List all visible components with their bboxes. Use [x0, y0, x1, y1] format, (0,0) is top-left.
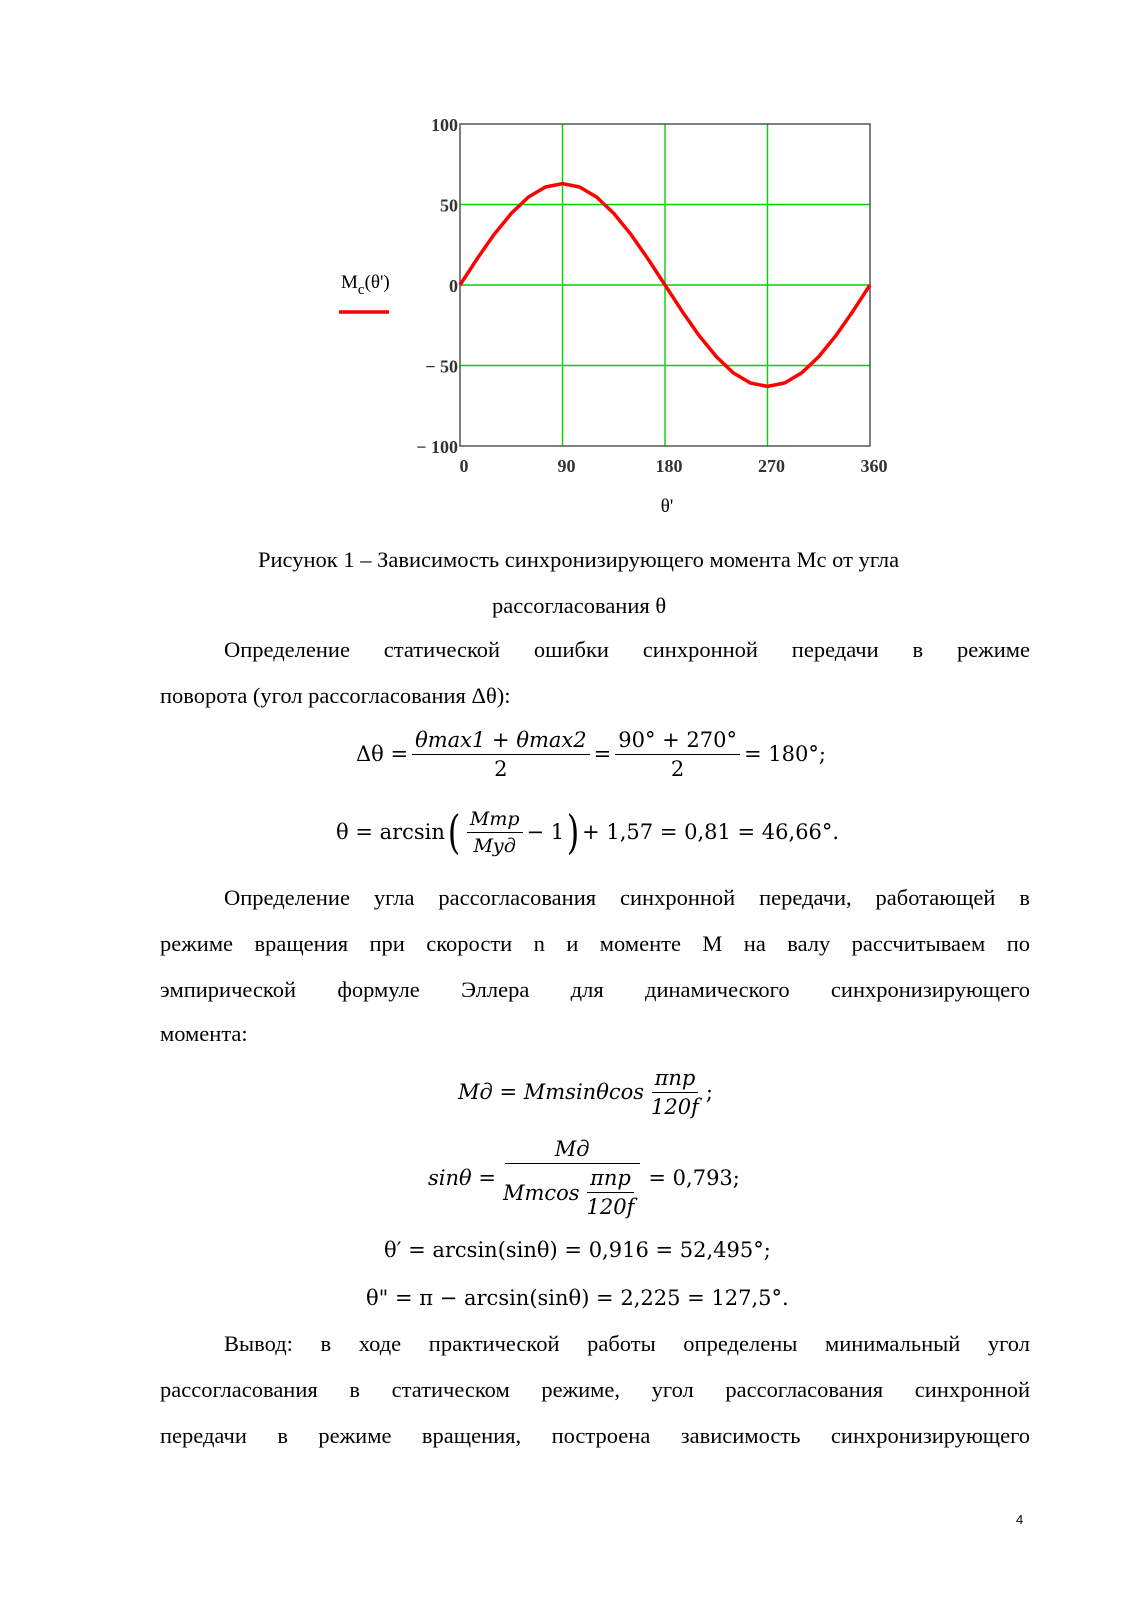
eq2-lhs: θ = arcsin	[336, 820, 445, 844]
para2-line1: Определение угла рассогласования синхронной передачи, работающей в	[224, 885, 1030, 910]
eq2-num: Mтр	[469, 807, 520, 830]
eq3-rhs: ;	[705, 1080, 713, 1104]
y-axis-label	[341, 272, 390, 298]
eq2-minus: − 1	[526, 820, 565, 844]
para1-line1: Определение статической ошибки синхронной передачи в режиме	[224, 637, 1030, 662]
equation-delta-theta	[356, 722, 826, 786]
eq1-den2: 2	[670, 756, 685, 781]
eq4-den-num: πnp	[587, 1166, 634, 1193]
para2-line4: момента:	[160, 1021, 248, 1046]
para2-line2: режиме вращения при скорости n и моменте M на валу рассчитываем по	[160, 931, 1030, 956]
equation-dynamic-torque	[458, 1060, 713, 1124]
sync-torque-chart	[325, 108, 915, 523]
svg-text:Mc(θ')	[341, 272, 390, 298]
eq4-fraction	[500, 1137, 644, 1219]
eq1-num: θmax1 + θmax2	[415, 727, 587, 752]
eq2-fraction	[467, 808, 523, 857]
y-label-sub: c	[357, 282, 365, 298]
eq2-den: Mуд	[473, 834, 516, 857]
eq1-rhs: = 180°;	[743, 742, 826, 766]
para1-line2: поворота (угол рассогласования Δθ):	[160, 683, 511, 708]
eq4-den-pre: Mmcos	[502, 1180, 580, 1205]
x-tick-label: 180	[655, 456, 683, 476]
x-tick-label: 360	[860, 456, 888, 476]
eq2-rhs: + 1,57 = 0,81 = 46,66°.	[582, 820, 840, 844]
eq1-fraction2	[615, 728, 740, 781]
y-tick-labels	[416, 115, 458, 457]
y-tick-label: 100	[431, 115, 458, 135]
equation-theta-prime: θ′ = arcsin(sinθ) = 0,916 = 52,495°;	[384, 1238, 771, 1262]
eq1-fraction	[412, 728, 590, 781]
figure-caption-line2: рассогласования θ	[492, 593, 667, 618]
eq4-lhs: sinθ =	[428, 1166, 496, 1190]
eq1-num2: 90° + 270°	[615, 728, 740, 755]
equation-sin-theta	[428, 1134, 740, 1222]
eq4-den-den: 120f	[586, 1195, 635, 1219]
eq3-lhs: Mд = Mmsinθcos	[458, 1080, 645, 1104]
left-paren: (	[447, 805, 461, 859]
x-tick-label: 270	[758, 456, 785, 476]
y-tick-label: 0	[449, 276, 458, 296]
eq4-rhs: = 0,793;	[648, 1166, 740, 1190]
eq3-fraction	[648, 1066, 702, 1119]
para2-line3: эмпирической формуле Эллера для динамического синхронизирующего	[160, 977, 1030, 1002]
y-tick-label: − 50	[425, 356, 458, 377]
eq4-inner-fraction	[584, 1166, 638, 1219]
x-tick-label: 0	[459, 456, 469, 476]
right-paren: )	[566, 805, 580, 859]
page-number: 4	[1016, 1512, 1024, 1527]
y-tick-label: − 100	[416, 437, 458, 457]
conclusion-line3: передачи в режиме вращения, построена зависимость синхронизирующего	[160, 1423, 1030, 1448]
eq1-den: 2	[494, 756, 508, 781]
eq3-num: πnp	[652, 1066, 699, 1093]
conclusion-line1: Вывод: в ходе практической работы определены минимальный угол	[224, 1331, 1030, 1356]
y-tick-label: 50	[440, 195, 458, 216]
eq3-den: 120f	[651, 1094, 699, 1119]
x-tick-labels	[460, 456, 888, 476]
equation-theta-arcsin	[336, 796, 839, 868]
eq4-num: Mд	[505, 1137, 640, 1164]
conclusion-line2: рассогласования в статическом режиме, угол рассогласования синхронной	[160, 1377, 1030, 1402]
eq1-equals: =	[593, 742, 612, 766]
y-label-main: M	[341, 272, 358, 293]
figure-caption-line1: Рисунок 1 – Зависимость синхронизирующего момента Mс от угла	[258, 547, 900, 572]
x-tick-label: 90	[557, 456, 576, 476]
x-axis-label: θ'	[660, 496, 674, 517]
eq1-lhs: Δθ =	[356, 742, 409, 766]
equation-theta-double-prime: θ" = π − arcsin(sinθ) = 2,225 = 127,5°.	[366, 1286, 789, 1310]
y-label-arg: (θ')	[364, 272, 390, 293]
